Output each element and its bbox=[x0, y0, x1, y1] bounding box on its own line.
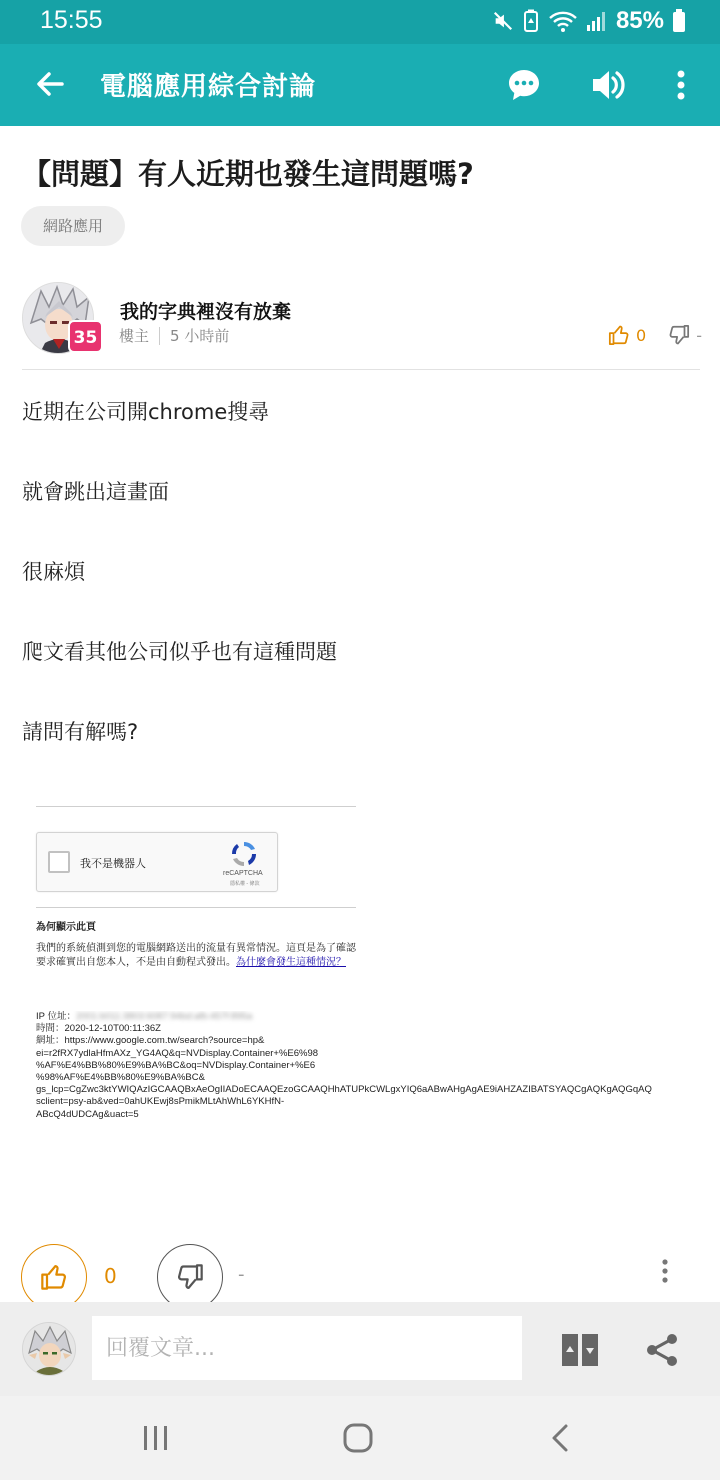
user-avatar[interactable] bbox=[22, 1322, 76, 1376]
like-count-small: 0 bbox=[636, 325, 647, 345]
image-rule bbox=[36, 907, 356, 908]
url-line: ei=r2fRX7ydlaHfmAXz_YG4AQ&q=NVDisplay.Container+%E6%98 bbox=[36, 1047, 319, 1059]
more-vertical-icon bbox=[661, 1259, 669, 1283]
reply-bar bbox=[0, 1302, 720, 1396]
recaptcha-box bbox=[36, 832, 278, 892]
post-line: 爬文看其他公司似乎也有這種問題 bbox=[22, 640, 337, 664]
recents-button[interactable] bbox=[126, 1416, 186, 1460]
battery-icon bbox=[672, 9, 686, 33]
recents-icon bbox=[142, 1425, 170, 1451]
battery-percent: 85% bbox=[615, 7, 664, 34]
system-back-button[interactable] bbox=[530, 1416, 590, 1460]
author-role: 樓主 bbox=[119, 327, 150, 345]
thumbs-up-icon bbox=[40, 1263, 68, 1291]
url-line: ABcQ4dUDCAg&uact=5 bbox=[36, 1108, 139, 1120]
ip-value: 2001:b011:3803:6087:94bd:afb:457f:895a bbox=[75, 1011, 253, 1022]
post-more-button[interactable] bbox=[648, 1254, 682, 1288]
image-paragraph-text: 我們的系統偵測到您的電腦網路送出的流量有異常情況。這頁是為了確認要求確實出自您本人，不是由自動程式發出。 bbox=[36, 943, 356, 968]
image-paragraph-link: 為什麼會發生這種情況？ bbox=[236, 957, 346, 968]
post-votes bbox=[608, 324, 702, 346]
image-paragraph bbox=[36, 942, 356, 970]
image-heading: 為何顯示此頁 bbox=[36, 922, 96, 933]
recaptcha-privacy: 隱私權 - 條款 bbox=[230, 881, 260, 887]
post-line: 就會跳出這畫面 bbox=[22, 480, 169, 504]
url-line: gs_lcp=CgZwc3ktYWIQAzIGCAAQBxAeOgIIADoECAAQEzoGCAAQHhATUPkCWLgxYIQ6aABwAHgAgAE9iAHZAZIBATSYAQCgAQKgAQGqAQ bbox=[36, 1084, 652, 1096]
thumbs-up-icon[interactable] bbox=[608, 324, 630, 346]
app-bar bbox=[0, 44, 720, 126]
chevron-left-icon bbox=[550, 1423, 570, 1453]
like-count: 0 bbox=[104, 1264, 117, 1288]
floor-nav-icon bbox=[560, 1332, 600, 1368]
author-meta bbox=[119, 325, 229, 346]
level-badge: 35 bbox=[68, 320, 103, 353]
post-line: 很麻煩 bbox=[22, 560, 85, 584]
speaker-icon bbox=[589, 67, 629, 103]
reply-input[interactable] bbox=[92, 1316, 522, 1380]
home-button[interactable] bbox=[328, 1416, 388, 1460]
like-button[interactable] bbox=[21, 1244, 87, 1302]
recaptcha-brand: reCAPTCHA bbox=[223, 870, 263, 877]
floor-nav-button[interactable] bbox=[558, 1328, 602, 1372]
thumbs-down-icon bbox=[176, 1263, 204, 1291]
status-time: 15:55 bbox=[40, 6, 103, 34]
chat-bubble-icon bbox=[506, 67, 542, 103]
more-menu-button[interactable] bbox=[658, 62, 704, 108]
post-title: 【問題】有人近期也發生這問題嗎? bbox=[22, 157, 474, 191]
dislike-button[interactable] bbox=[157, 1244, 223, 1302]
recaptcha-checkbox bbox=[48, 851, 70, 873]
thumbs-down-icon[interactable] bbox=[668, 324, 690, 346]
dislike-count: - bbox=[238, 1264, 245, 1285]
mute-icon bbox=[492, 10, 514, 32]
image-details bbox=[36, 1011, 700, 1121]
more-vertical-icon bbox=[676, 69, 686, 101]
share-icon bbox=[644, 1332, 680, 1368]
back-button[interactable] bbox=[30, 64, 70, 104]
tag-chip[interactable]: 網路應用 bbox=[21, 206, 125, 246]
post-line: 近期在公司開chrome搜尋 bbox=[22, 400, 270, 424]
url-line: %98%AF%E4%BB%80%E9%BA%BC& bbox=[36, 1072, 205, 1084]
share-button[interactable] bbox=[640, 1328, 684, 1372]
dislike-count-small: - bbox=[696, 325, 702, 345]
back-arrow-icon bbox=[35, 69, 65, 99]
meta-separator bbox=[159, 327, 160, 345]
post-image[interactable] bbox=[36, 806, 700, 1136]
author-name[interactable]: 我的字典裡沒有放棄 bbox=[120, 301, 292, 323]
app-title: 電腦應用綜合討論 bbox=[100, 72, 317, 102]
post-body bbox=[22, 396, 702, 796]
chat-button[interactable] bbox=[501, 62, 547, 108]
speaker-button[interactable] bbox=[586, 62, 632, 108]
avatar-image bbox=[23, 1323, 76, 1376]
ip-label: IP 位址： bbox=[36, 1011, 76, 1022]
post-time: 5 小時前 bbox=[170, 327, 230, 345]
time-line: 時間：2020-12-10T00:11:36Z bbox=[36, 1023, 161, 1035]
home-icon bbox=[342, 1422, 374, 1454]
divider bbox=[22, 369, 700, 370]
recaptcha-label: 我不是機器人 bbox=[80, 858, 146, 870]
action-row bbox=[0, 1240, 720, 1302]
status-bar bbox=[0, 0, 720, 44]
image-rule bbox=[36, 806, 356, 807]
signal-icon bbox=[586, 10, 608, 32]
recaptcha-logo-icon bbox=[229, 839, 259, 869]
url-line: %AF%E4%BB%80%E9%BA%BC&oq=NVDisplay.Container+%E6 bbox=[36, 1059, 316, 1071]
ip-line bbox=[36, 1011, 700, 1023]
status-icons bbox=[492, 7, 686, 35]
battery-saver-icon bbox=[522, 9, 540, 33]
url-line: 網址：https://www.google.com.tw/search?source=hp& bbox=[36, 1035, 265, 1047]
author-row bbox=[0, 280, 720, 370]
system-nav-bar bbox=[0, 1396, 720, 1480]
wifi-icon bbox=[548, 9, 578, 33]
post-line: 請問有解嗎? bbox=[22, 720, 139, 744]
url-line: sclient=psy-ab&ved=0ahUKEwj8sPmikMLtAhWhL6YKHfN- bbox=[36, 1096, 285, 1108]
